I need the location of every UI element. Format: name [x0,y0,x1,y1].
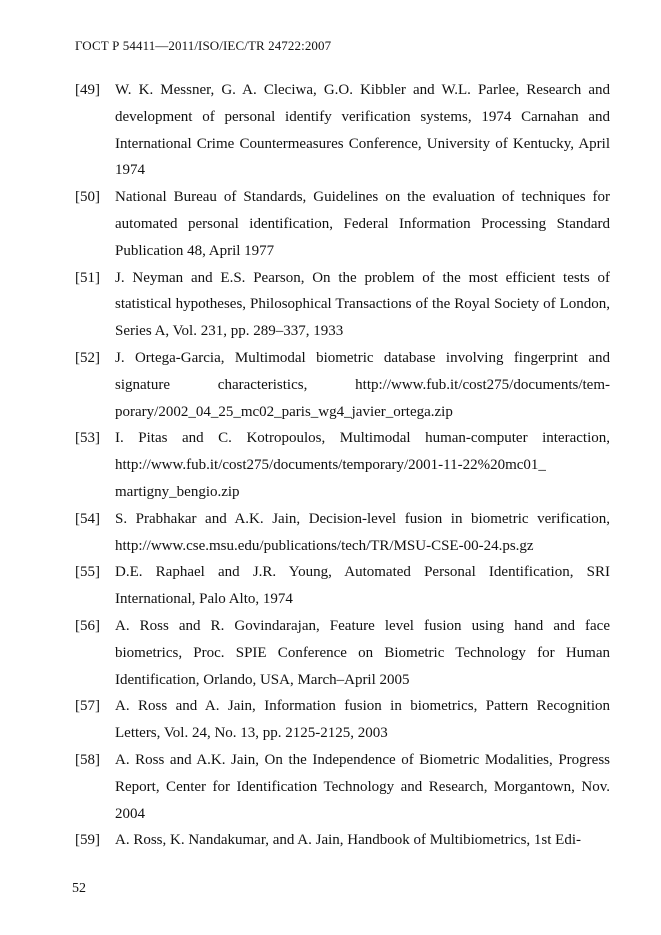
reference-number: [51] [75,269,100,286]
reference-text: A. Ross, K. Nandakumar, and A. Jain, Handbook of Multibiometrics, 1st Edi- [115,832,582,849]
page-header: ГОСТ Р 54411—2011/ISO/IEC/TR 24722:2007 [75,38,332,53]
reference-text: I. Pitas and C. Kotropoulos, Multimodal human-computer interaction, http://www.fub.it/cost275/documents/temporary/2001-11-22%20mc01_ martigny_bengio.zip [115,430,610,500]
reference-number: [54] [75,510,100,527]
reference-number: [49] [75,82,100,98]
reference-item [75,425,610,505]
reference-number: [56] [75,617,100,634]
page-number: 52 [72,881,86,896]
reference-item [75,747,610,827]
reference-number: [53] [75,430,100,447]
reference-text: A. Ross and A. Jain, Information fusion in biometrics, Pattern Recognition Letters, Vol. 24, No. 13, pp. 2125-2125, 2003 [115,698,610,742]
reference-text: S. Prabhakar and A.K. Jain, Decision-level fusion in biometric verification, http://www.cse.msu.edu/publications/tech/TR/MSU-CSE-00-24.ps.gz [115,510,610,554]
reference-item [75,693,610,747]
reference-text: A. Ross and A.K. Jain, On the Independence of Biometric Modalities, Progress Report, Center for Identification Technology and Research, Morgantown, Nov. 2004 [115,751,610,822]
reference-text: A. Ross and R. Govindarajan, Feature level fusion using hand and face biometrics, Proc. SPIE Conference on Biometric Technology for Human Identification, Orlando, USA, March–April 2005 [115,617,610,688]
reference-item [75,77,610,184]
reference-item [75,184,610,264]
reference-item [75,613,610,693]
reference-number: [57] [75,698,100,715]
reference-item [75,559,610,613]
reference-list [75,77,610,854]
reference-text: W. K. Messner, G. A. Cleciwa, G.O. Kibbler and W.L. Parlee, Research and development of personal identify verification systems, 1974 Carnahan and International Crime Countermeasures Conference, University of Kentucky, April 1974 [115,82,610,179]
reference-number: [52] [75,349,100,366]
reference-item [75,345,610,425]
reference-text: D.E. Raphael and J.R. Young, Automated Personal Identification, SRI International, Palo Alto, 1974 [115,564,610,608]
reference-text: National Bureau of Standards, Guidelines on the evaluation of techniques for automated personal identification, Federal Information Processing Standard Publication 48, April 1977 [115,189,610,259]
reference-item [75,827,610,854]
reference-number: [59] [75,832,100,849]
reference-text: J. Neyman and E.S. Pearson, On the problem of the most efficient tests of statistical hypotheses, Philosophical Transactions of the Royal Society of London, Series A, Vol. 231, pp. 289–337, 1933 [115,269,610,340]
reference-item [75,506,610,560]
reference-number: [50] [75,189,100,206]
reference-text: J. Ortega-Garcia, Multimodal biometric database involving fingerprint and signature characteristics, http://www.fub.it/cost275/documents/tem-porary/2002_04_25_mc02_paris_wg4_javier_ortega.zip [115,349,610,420]
reference-item [75,265,610,345]
reference-number: [58] [75,751,100,768]
reference-number: [55] [75,564,100,581]
